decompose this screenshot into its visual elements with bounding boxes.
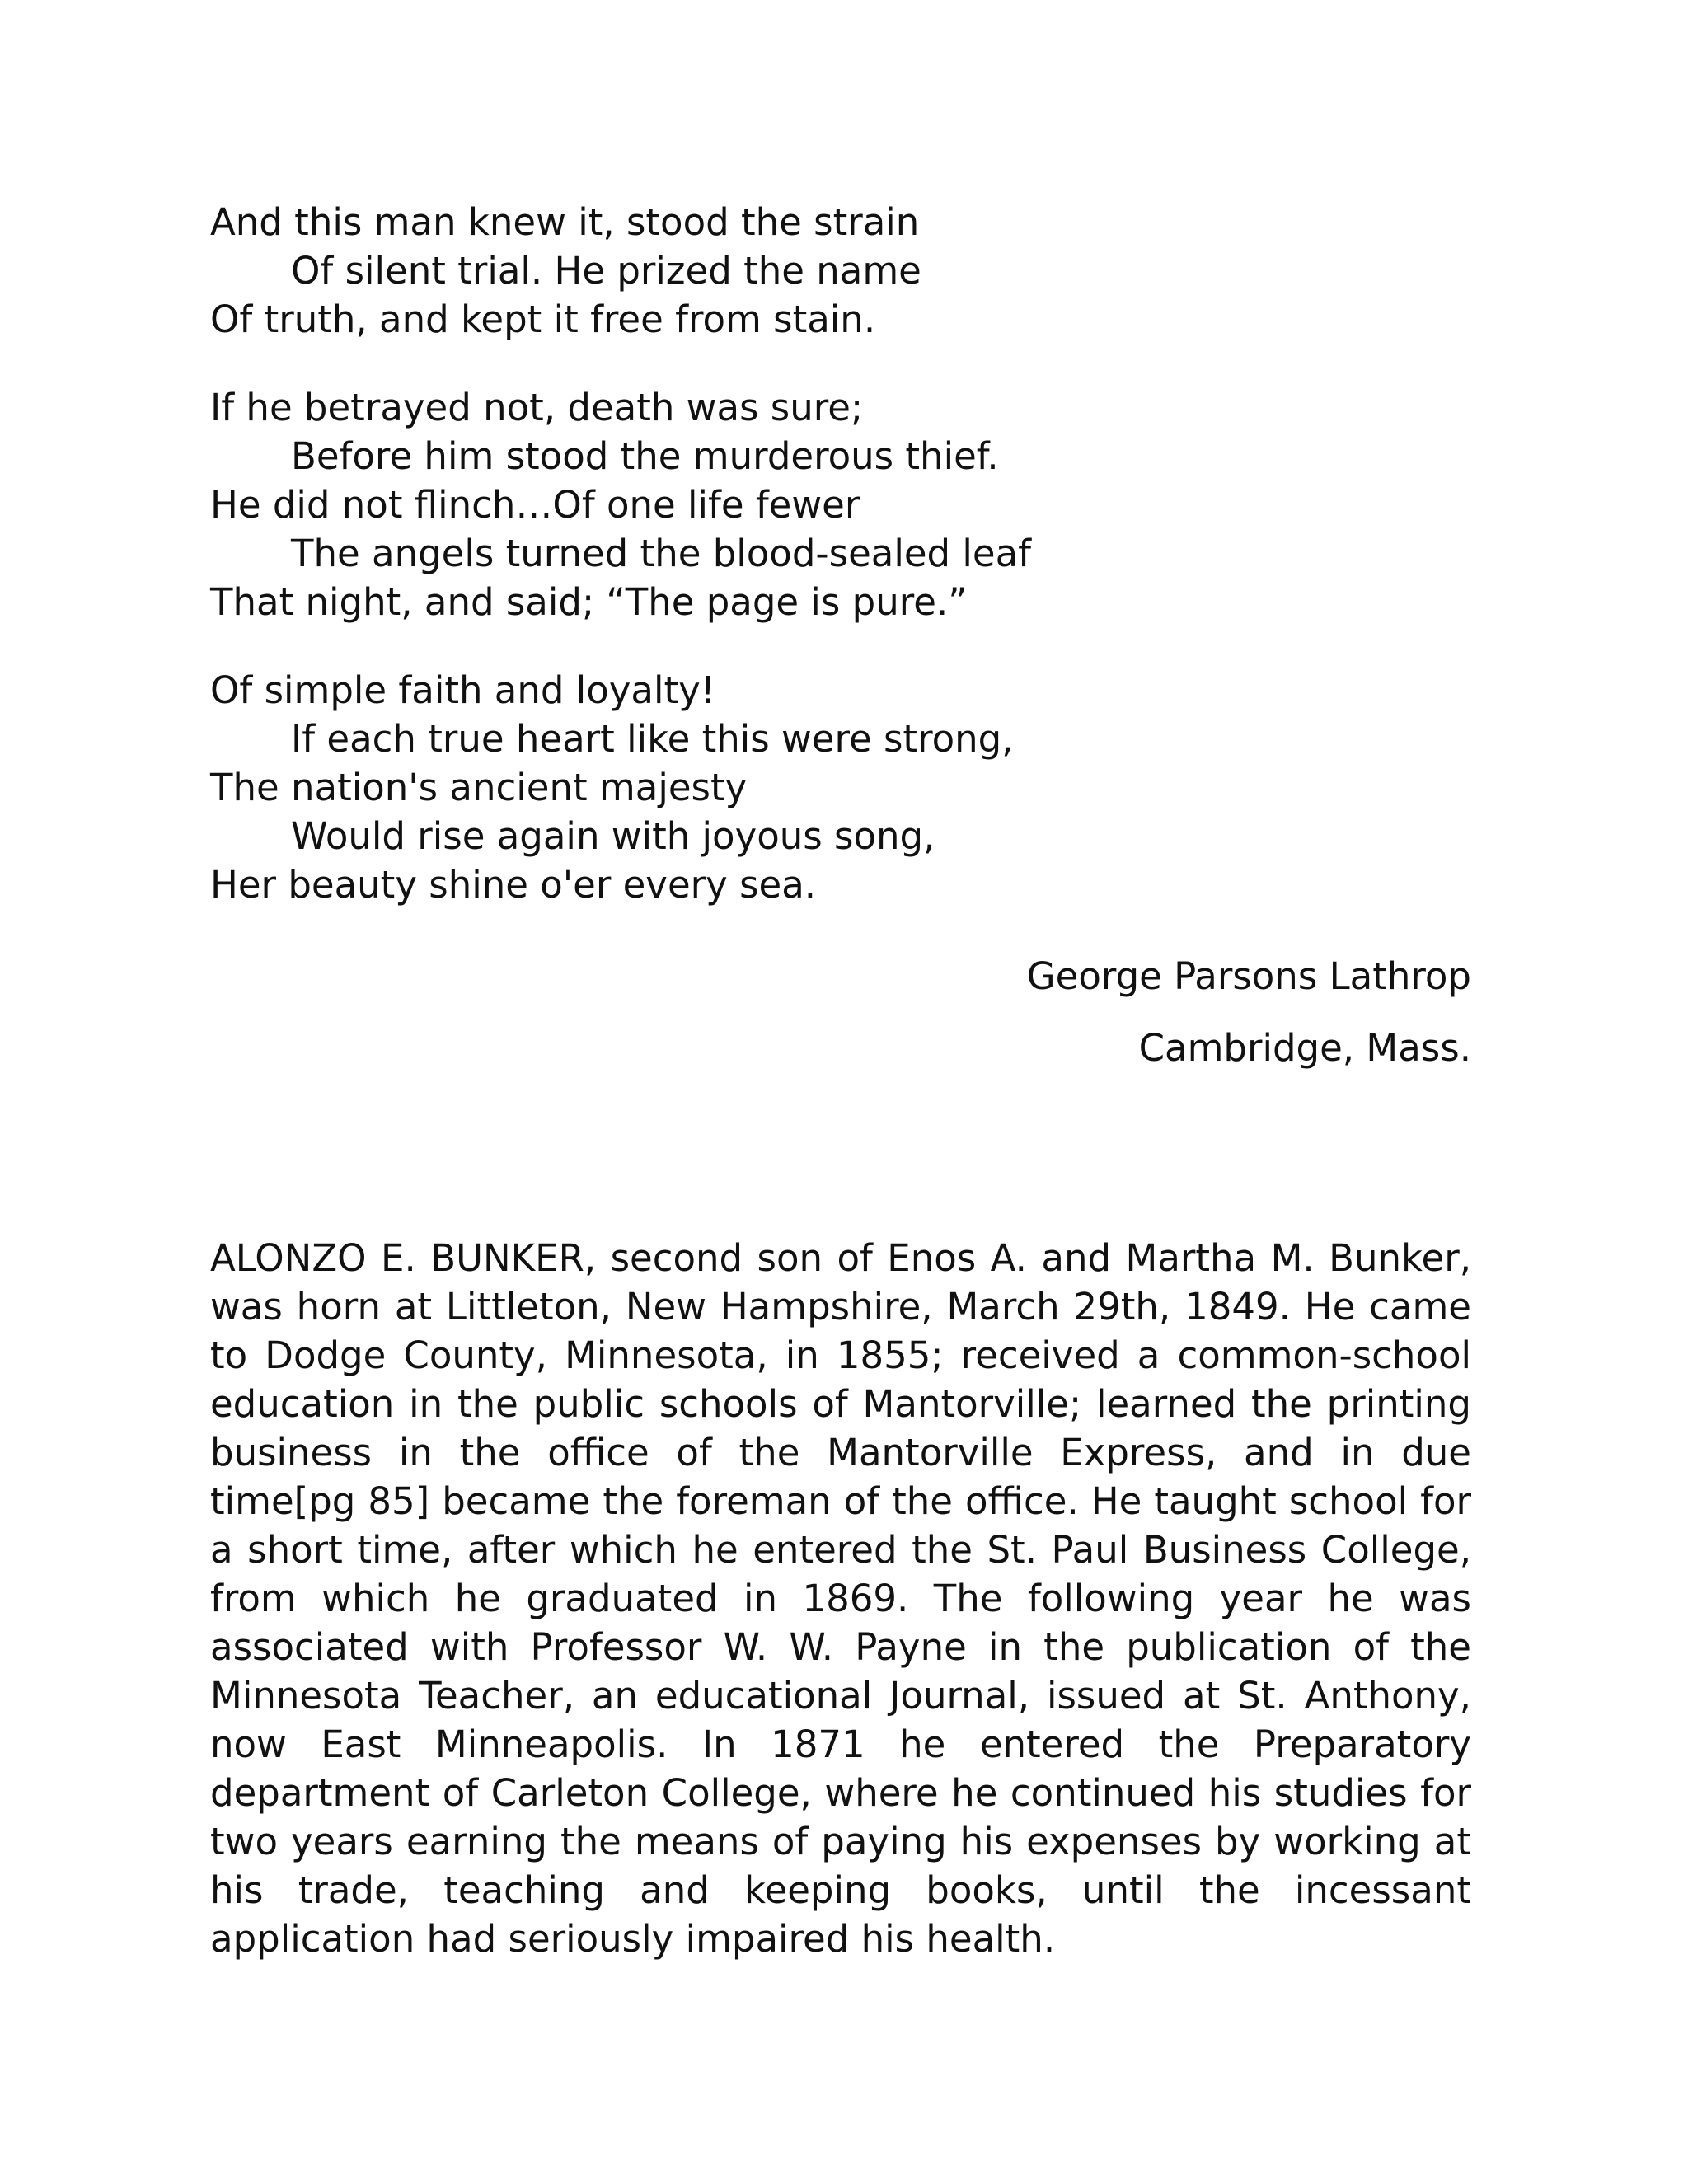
poem-line: Of truth, and kept it free from stain. xyxy=(210,298,876,341)
poem-place: Cambridge, Mass. xyxy=(1138,1026,1471,1070)
poem-line: Would rise again with joyous song, xyxy=(291,814,935,858)
biography-paragraph: ALONZO E. BUNKER, second son of Enos A. and Martha M. Bunker, was horn at Littleton, New Hampshire, March 29th, 1849. He came to Dodge County, Minnesota, in 1855; received a common-school education in the public schools of Mantorville; learned the printing business in the office of the Mantorville Express, and in due time[pg 85] became the foreman of the office. He taught school for a short time, after which he entered the St. Paul Business College, from which he graduated in 1869. The following year he was associated with Professor W. W. Payne in the publication of the Minnesota Teacher, an educational Journal, issued at St. Anthony, now East Minneapolis. In 1871 he entered the Preparatory department of Carleton College, where he continued his studies for two years earning the means of paying his expenses by working at his trade, teaching and keeping books, until the incessant application had seriously impaired his health. xyxy=(210,1236,1471,1961)
poem xyxy=(210,198,1471,949)
poem-line: And this man knew it, stood the strain xyxy=(210,200,920,244)
poem-line: Of silent trial. He prized the name xyxy=(291,249,921,293)
poem-line: If he betrayed not, death was sure; xyxy=(210,386,864,429)
stanza-2 xyxy=(210,383,1471,626)
poem-line: That night, and said; “The page is pure.” xyxy=(210,580,968,624)
poem-line: Of simple faith and loyalty! xyxy=(210,668,715,712)
stanza-1 xyxy=(210,198,1471,344)
poem-line: Before him stood the murderous thief. xyxy=(291,434,999,478)
poem-author: George Parsons Lathrop xyxy=(1026,954,1471,998)
poem-line: The angels turned the blood-sealed leaf xyxy=(291,532,1032,575)
poem-line: The nation's ancient majesty xyxy=(210,766,748,809)
poem-line: Her beauty shine o'er every sea. xyxy=(210,863,817,907)
stanza-3 xyxy=(210,666,1471,909)
poem-line: He did not flinch…Of one life fewer xyxy=(210,483,860,527)
poem-line: If each true heart like this were strong, xyxy=(291,717,1014,761)
